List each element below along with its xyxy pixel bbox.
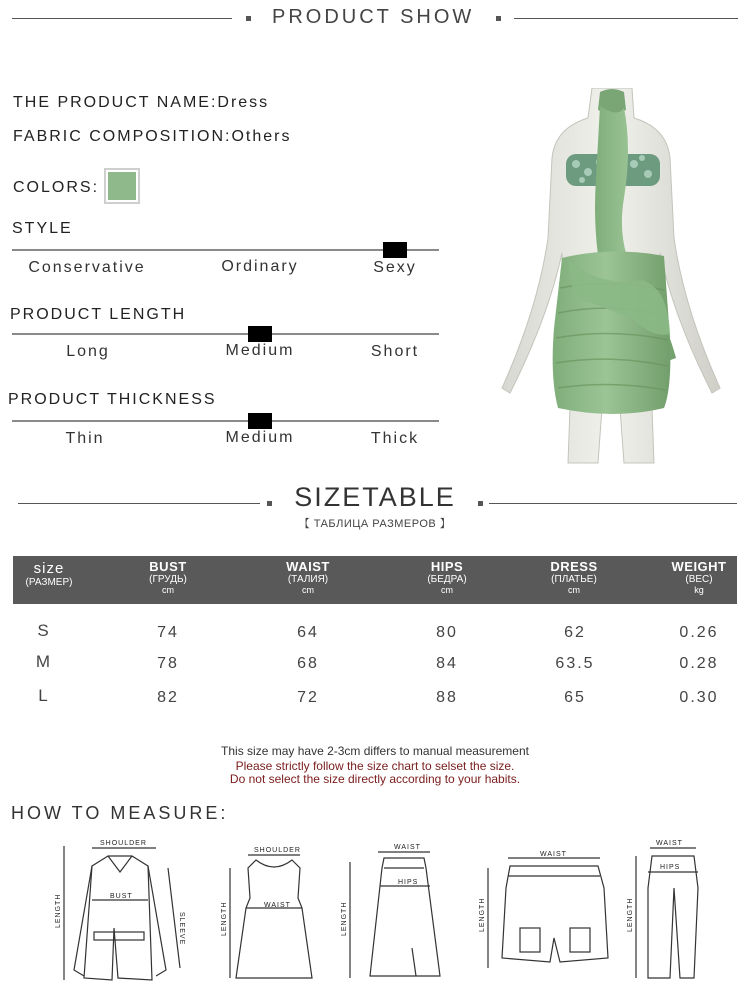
pants-length-label: LENGTH bbox=[627, 897, 634, 932]
col-dress-unit: cm bbox=[568, 585, 580, 595]
color-swatch-fill bbox=[108, 172, 136, 200]
jacket-shoulder-label: SHOULDER bbox=[100, 840, 147, 847]
style-scale-line bbox=[12, 249, 439, 251]
waist-cell: 64 bbox=[297, 624, 319, 641]
col-dress bbox=[534, 559, 614, 595]
fabric-label: FABRIC COMPOSITION: bbox=[13, 128, 232, 145]
col-waist-unit: cm bbox=[302, 585, 314, 595]
fabric-row bbox=[13, 128, 291, 146]
product-show-title: PRODUCT SHOW bbox=[272, 6, 475, 28]
col-hips bbox=[407, 559, 487, 595]
waist-cell: 72 bbox=[297, 689, 319, 706]
skirt-hips-label: HIPS bbox=[398, 879, 419, 886]
dress-length-label: LENGTH bbox=[221, 901, 228, 936]
measurement-note: This size may have 2-3cm differs to manual measurement bbox=[221, 744, 529, 758]
size-cell: S bbox=[37, 621, 49, 640]
style-option-ordinary: Ordinary bbox=[221, 258, 299, 275]
shorts-length-label: LENGTH bbox=[479, 897, 486, 932]
product-name-value: Dress bbox=[217, 94, 270, 111]
col-size-ru: (РАЗМЕР) bbox=[25, 577, 73, 588]
measure-diagrams bbox=[0, 828, 750, 1000]
size-cell: L bbox=[38, 686, 48, 705]
thickness-title: PRODUCT THICKNESS bbox=[8, 391, 217, 408]
thickness-option-thick: Thick bbox=[370, 430, 420, 447]
size-warning-1: Please strictly follow the size chart to selset the size. bbox=[235, 759, 515, 773]
header-dot-right bbox=[496, 16, 501, 21]
skirt-diagram bbox=[350, 852, 440, 978]
dress-waist-label: WAIST bbox=[264, 902, 291, 909]
weight-cell: 0.26 bbox=[679, 624, 719, 641]
waist-cell: 68 bbox=[297, 655, 319, 672]
length-option-medium: Medium bbox=[225, 342, 295, 359]
header-rule-right bbox=[514, 18, 738, 19]
hips-cell: 80 bbox=[436, 624, 458, 641]
length-marker bbox=[248, 326, 272, 342]
how-to-measure-title: HOW TO MEASURE: bbox=[11, 803, 229, 823]
sizetable-subtitle: 【 ТАБЛИЦА РАЗМЕРОВ 】 bbox=[298, 518, 452, 530]
style-title: STYLE bbox=[12, 220, 73, 237]
fabric-value: Others bbox=[231, 128, 292, 145]
length-option-long: Long bbox=[66, 343, 110, 360]
size-warning-2: Do not select the size directly according to your habits. bbox=[229, 772, 521, 786]
header-rule-left bbox=[12, 18, 232, 19]
col-bust-label: BUST bbox=[149, 559, 187, 574]
col-waist bbox=[268, 559, 348, 595]
col-dress-label: DRESS bbox=[550, 559, 598, 574]
col-waist-label: WAIST bbox=[286, 559, 330, 574]
sizetable-dot-left bbox=[267, 501, 272, 506]
col-weight-label: WEIGHT bbox=[671, 559, 727, 574]
bust-cell: 78 bbox=[157, 655, 179, 672]
sizetable-dot-right bbox=[478, 501, 483, 506]
product-name-label: THE PRODUCT NAME: bbox=[13, 94, 218, 111]
col-size bbox=[19, 560, 79, 588]
jacket-length-label: LENGTH bbox=[55, 893, 62, 928]
header-dot-left bbox=[246, 16, 251, 21]
length-title: PRODUCT LENGTH bbox=[10, 306, 187, 323]
col-bust-unit: cm bbox=[162, 585, 174, 595]
col-weight-unit: kg bbox=[694, 585, 704, 595]
hips-cell: 84 bbox=[436, 655, 458, 672]
size-cell: M bbox=[35, 652, 51, 671]
col-hips-ru: (БЕДРА) bbox=[427, 574, 467, 585]
sizetable-rule-right bbox=[489, 503, 737, 504]
pants-waist-label: WAIST bbox=[656, 840, 683, 847]
style-option-sexy: Sexy bbox=[373, 259, 417, 276]
dress-cell: 65 bbox=[564, 689, 586, 706]
weight-cell: 0.30 bbox=[679, 689, 719, 706]
pants-hips-label: HIPS bbox=[660, 864, 681, 871]
skirt-length-label: LENGTH bbox=[341, 901, 348, 936]
product-photo[interactable] bbox=[492, 88, 732, 468]
thickness-option-thin: Thin bbox=[65, 430, 105, 447]
col-bust-ru: (ГРУДЬ) bbox=[149, 574, 187, 585]
weight-cell: 0.28 bbox=[679, 655, 719, 672]
style-marker bbox=[383, 242, 407, 258]
dress-diagram bbox=[230, 855, 312, 978]
sizetable-title: SIZETABLE bbox=[294, 482, 456, 512]
colors-label: COLORS: bbox=[13, 179, 100, 196]
bust-cell: 74 bbox=[157, 624, 179, 641]
col-hips-unit: cm bbox=[441, 585, 453, 595]
bust-cell: 82 bbox=[157, 689, 179, 706]
col-waist-ru: (ТАЛИЯ) bbox=[287, 574, 329, 585]
product-name-row bbox=[13, 94, 269, 112]
style-option-conservative: Conservative bbox=[28, 259, 146, 276]
col-size-label: size bbox=[33, 560, 65, 577]
col-weight bbox=[659, 559, 739, 595]
col-hips-label: HIPS bbox=[430, 559, 464, 574]
dress-cell: 62 bbox=[564, 624, 586, 641]
color-swatch[interactable] bbox=[104, 168, 140, 204]
col-dress-ru: (ПЛАТЬЕ) bbox=[551, 574, 597, 585]
jacket-diagram bbox=[64, 846, 180, 980]
sizetable-rule-left bbox=[18, 503, 260, 504]
thickness-option-medium: Medium bbox=[225, 429, 295, 446]
shorts-waist-label: WAIST bbox=[540, 851, 567, 858]
length-scale-line bbox=[12, 333, 439, 335]
length-option-short: Short bbox=[370, 343, 420, 360]
skirt-waist-label: WAIST bbox=[394, 844, 421, 851]
col-bust bbox=[128, 559, 208, 595]
thickness-marker bbox=[248, 413, 272, 429]
dress-shoulder-label: SHOULDER bbox=[254, 847, 301, 854]
shorts-diagram bbox=[488, 858, 608, 968]
hips-cell: 88 bbox=[436, 689, 458, 706]
size-table-header bbox=[13, 556, 737, 604]
jacket-bust-label: BUST bbox=[110, 893, 133, 900]
dress-cell: 63.5 bbox=[555, 655, 595, 672]
jacket-sleeve-label: SLEEVE bbox=[178, 912, 185, 946]
thickness-scale-line bbox=[12, 420, 439, 422]
col-weight-ru: (ВЕС) bbox=[685, 574, 713, 585]
